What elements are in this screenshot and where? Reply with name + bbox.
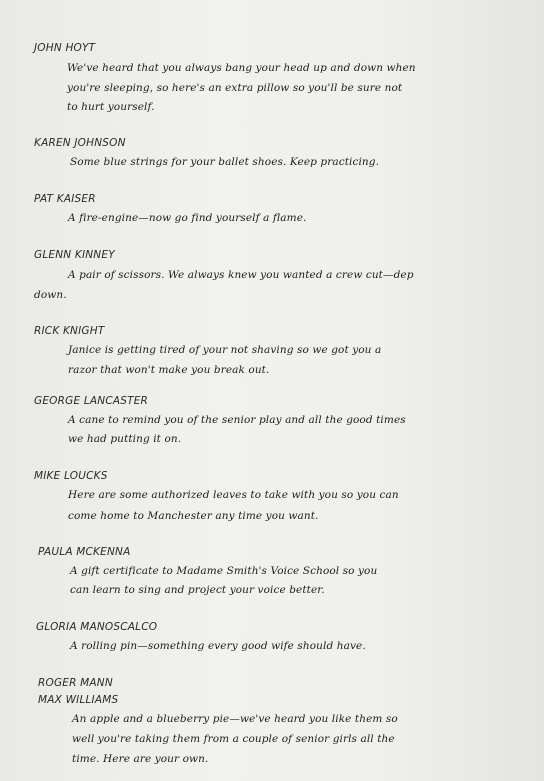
entry-text-line: you're sleeping, so here's an extra pillow so you'll be sure not [67, 82, 403, 94]
entry-text-line: we had putting it on. [68, 433, 182, 445]
entry-text-line: time. Here are your own. [72, 753, 209, 765]
entry-text-line: to hurt yourself. [67, 101, 155, 113]
entry-text-line: well you're taking them from a couple of senior girls all the [72, 733, 395, 745]
entry-text-line: razor that won't make you break out. [68, 364, 270, 376]
entry-text-line: Here are some authorized leaves to take with you so you can [68, 489, 399, 501]
entry-name: GEORGE LANCASTER [34, 395, 149, 407]
entry-text-line: A rolling pin—something every good wife should have. [70, 640, 366, 652]
entry-text-line: A gift certificate to Madame Smith's Voice School so you [70, 565, 378, 577]
entry-name: MIKE LOUCKS [34, 470, 108, 482]
entry-name: ROGER MANN [38, 677, 113, 689]
entry-text-line: down. [34, 289, 67, 301]
entry-name: RICK KNIGHT [34, 325, 105, 337]
entry-text-line: come home to Manchester any time you want. [68, 510, 319, 522]
entry-text-line: A pair of scissors. We always knew you wanted a crew cut—dep [68, 269, 414, 281]
entry-text-line: An apple and a blueberry pie—we've heard you like them so [72, 713, 398, 725]
entry-name: GLORIA MANOSCALCO [36, 621, 158, 633]
entry-text-line: Janice is getting tired of your not shaving so we got you a [68, 344, 382, 356]
entry-text-line: Some blue strings for your ballet shoes. Keep practicing. [70, 156, 380, 168]
entry-text-line: A fire-engine—now go find yourself a flame. [68, 212, 307, 224]
entry-name: MAX WILLIAMS [38, 694, 119, 706]
entry-name: GLENN KINNEY [34, 249, 115, 261]
entry-name: KAREN JOHNSON [34, 137, 126, 149]
entry-text-line: A cane to remind you of the senior play and all the good times [68, 414, 406, 426]
entry-text-line: We've heard that you always bang your head up and down when [67, 62, 416, 74]
entry-text-line: can learn to sing and project your voice better. [70, 584, 325, 596]
entry-name: PAULA MCKENNA [38, 546, 131, 558]
entry-name: PAT KAISER [34, 193, 96, 205]
entry-name: JOHN HOYT [34, 42, 96, 54]
